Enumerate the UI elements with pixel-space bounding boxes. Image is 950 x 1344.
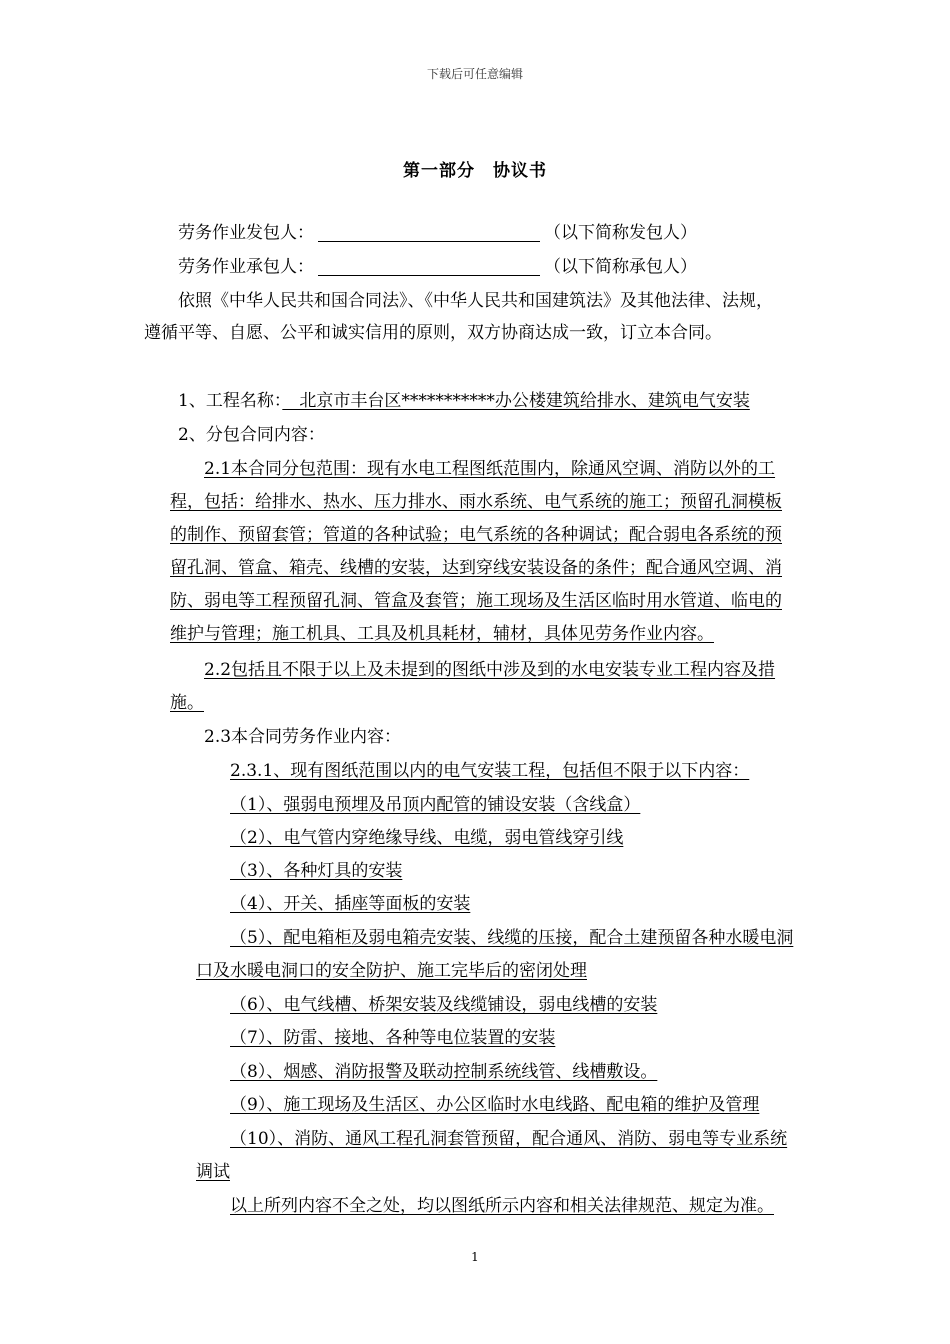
s21-line-1: 2.1本合同分包范围：现有水电工程图纸范围内，除通风空调、消防以外的工 (204, 459, 776, 479)
party-b-line (178, 256, 697, 278)
item-7: （7）、防雷、接地、各种等电位装置的安装 (230, 1028, 556, 1048)
item-1: （1）、强弱电预埋及吊顶内配管的铺设安装（含线盒） (230, 795, 641, 815)
s21-line-5: 防、弱电等工程预留孔洞、管盒及套管；施工现场及生活区临时用水管道、临电的 (170, 591, 782, 611)
s22-line-1: 2.2包括且不限于以上及未提到的图纸中涉及到的水电安装专业工程内容及措 (204, 660, 776, 680)
intro-line-2: 遵循平等、自愿、公平和诚实信用的原则，双方协商达成一致，订立本合同。 (144, 323, 722, 343)
s21-line-6: 维护与管理；施工机具、工具及机具耗材，辅材，具体见劳务作业内容。 (170, 624, 714, 644)
s21-line-4: 留孔洞、管盒、箱壳、线槽的安装，达到穿线安装设备的条件；配合通风空调、消 (170, 558, 782, 578)
item-3: （3）、各种灯具的安装 (230, 861, 403, 881)
project-name-label: 1、工程名称： (178, 391, 283, 411)
s231-heading: 2.3.1、现有图纸范围以内的电气安装工程，包括但不限于以下内容： (230, 761, 750, 781)
page-title: 第一部分 协议书 (403, 161, 547, 181)
item-10-line-1: （10）、消防、通风工程孔洞套管预留，配合通风、消防、弱电等专业系统 (230, 1129, 788, 1149)
section-2-heading: 2、分包合同内容： (178, 425, 325, 445)
party-b-suffix: （以下简称承包人） (544, 257, 697, 277)
item-2: （2）、电气管内穿绝缘导线、电缆，弱电管线穿引线 (230, 828, 624, 848)
item-10-line-2: 调试 (196, 1162, 230, 1182)
party-a-label: 劳务作业发包人： (178, 223, 314, 243)
party-b-blank (318, 257, 540, 276)
item-5-line-1: （5）、配电箱柜及弱电箱壳安装、线缆的压接，配合土建预留各种水暖电洞 (230, 928, 794, 948)
party-b-label: 劳务作业承包人： (178, 257, 314, 277)
s21-line-2: 程，包括：给排水、热水、压力排水、雨水系统、电气系统的施工；预留孔洞模板 (170, 492, 782, 512)
item-4: （4）、开关、插座等面板的安装 (230, 894, 471, 914)
party-a-suffix: （以下简称发包人） (544, 223, 697, 243)
header-note: 下载后可任意编辑 (426, 67, 523, 81)
item-6: （6）、电气线槽、桥架安装及线缆铺设，弱电线槽的安装 (230, 995, 658, 1015)
s23-heading: 2.3本合同劳务作业内容： (204, 727, 402, 747)
closing-statement: 以上所列内容不全之处，均以图纸所示内容和相关法律规范、规定为准。 (230, 1196, 774, 1216)
page-number: 1 (471, 1250, 479, 1264)
intro-line-1: 依照《中华人民共和国合同法》、《中华人民共和国建筑法》及其他法律、法规， (178, 291, 773, 311)
item-9: （9）、施工现场及生活区、办公区临时水电线路、配电箱的维护及管理 (230, 1095, 760, 1115)
project-name-line (178, 390, 750, 412)
s22-line-2: 施。 (170, 693, 204, 713)
item-8: （8）、烟感、消防报警及联动控制系统线管、线槽敷设。 (230, 1062, 658, 1082)
s21-line-3: 的制作、预留套管；管道的各种试验；电气系统的各种调试；配合弱电各系统的预 (170, 525, 782, 545)
party-a-blank (318, 223, 540, 242)
project-name-value: 北京市丰台区***********办公楼建筑给排水、建筑电气安装 (282, 391, 750, 411)
party-a-line (178, 222, 697, 244)
item-5-line-2: 口及水暖电洞口的安全防护、施工完毕后的密闭处理 (196, 961, 587, 981)
